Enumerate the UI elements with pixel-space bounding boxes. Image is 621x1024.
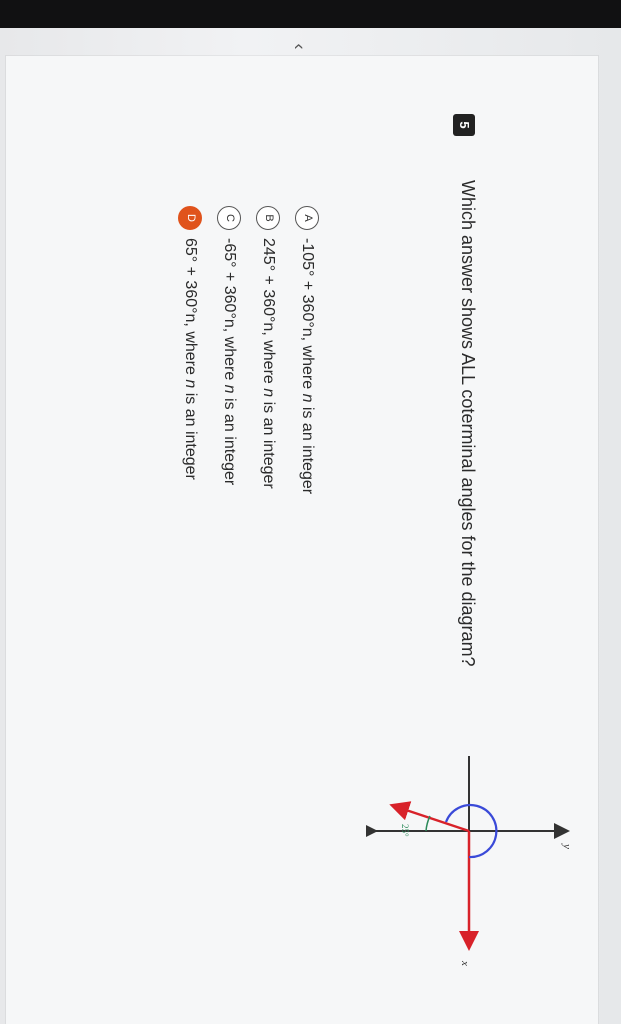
option-b-text: 245° + 360°n, where n is an integer — [260, 238, 277, 489]
angle-label: 25° — [400, 824, 410, 837]
option-a-text: -105° + 360°n, where n is an integer — [299, 238, 316, 495]
angle-diagram — [366, 756, 576, 966]
option-b-radio[interactable]: B — [256, 206, 280, 230]
option-c-text: -65° + 360°n, where n is an integer — [221, 238, 238, 486]
chevron-icon[interactable]: ‹ — [289, 43, 310, 50]
option-d[interactable] — [178, 206, 202, 480]
y-axis-label: y — [561, 844, 573, 849]
option-a[interactable] — [295, 206, 319, 494]
question-text: Which answer shows ALL coterminal angles for the diagram? — [458, 180, 478, 667]
option-c-radio[interactable]: C — [217, 206, 241, 230]
option-d-radio[interactable]: D — [178, 206, 202, 230]
option-c[interactable] — [217, 206, 241, 485]
x-axis-label: x — [459, 961, 471, 966]
option-a-radio[interactable]: A — [295, 206, 319, 230]
option-d-text: 65° + 360°n, where n is an integer — [182, 238, 199, 480]
option-b[interactable] — [256, 206, 280, 489]
question-panel — [6, 56, 598, 1024]
question-number: 5 — [453, 114, 475, 136]
screen — [0, 28, 621, 1024]
